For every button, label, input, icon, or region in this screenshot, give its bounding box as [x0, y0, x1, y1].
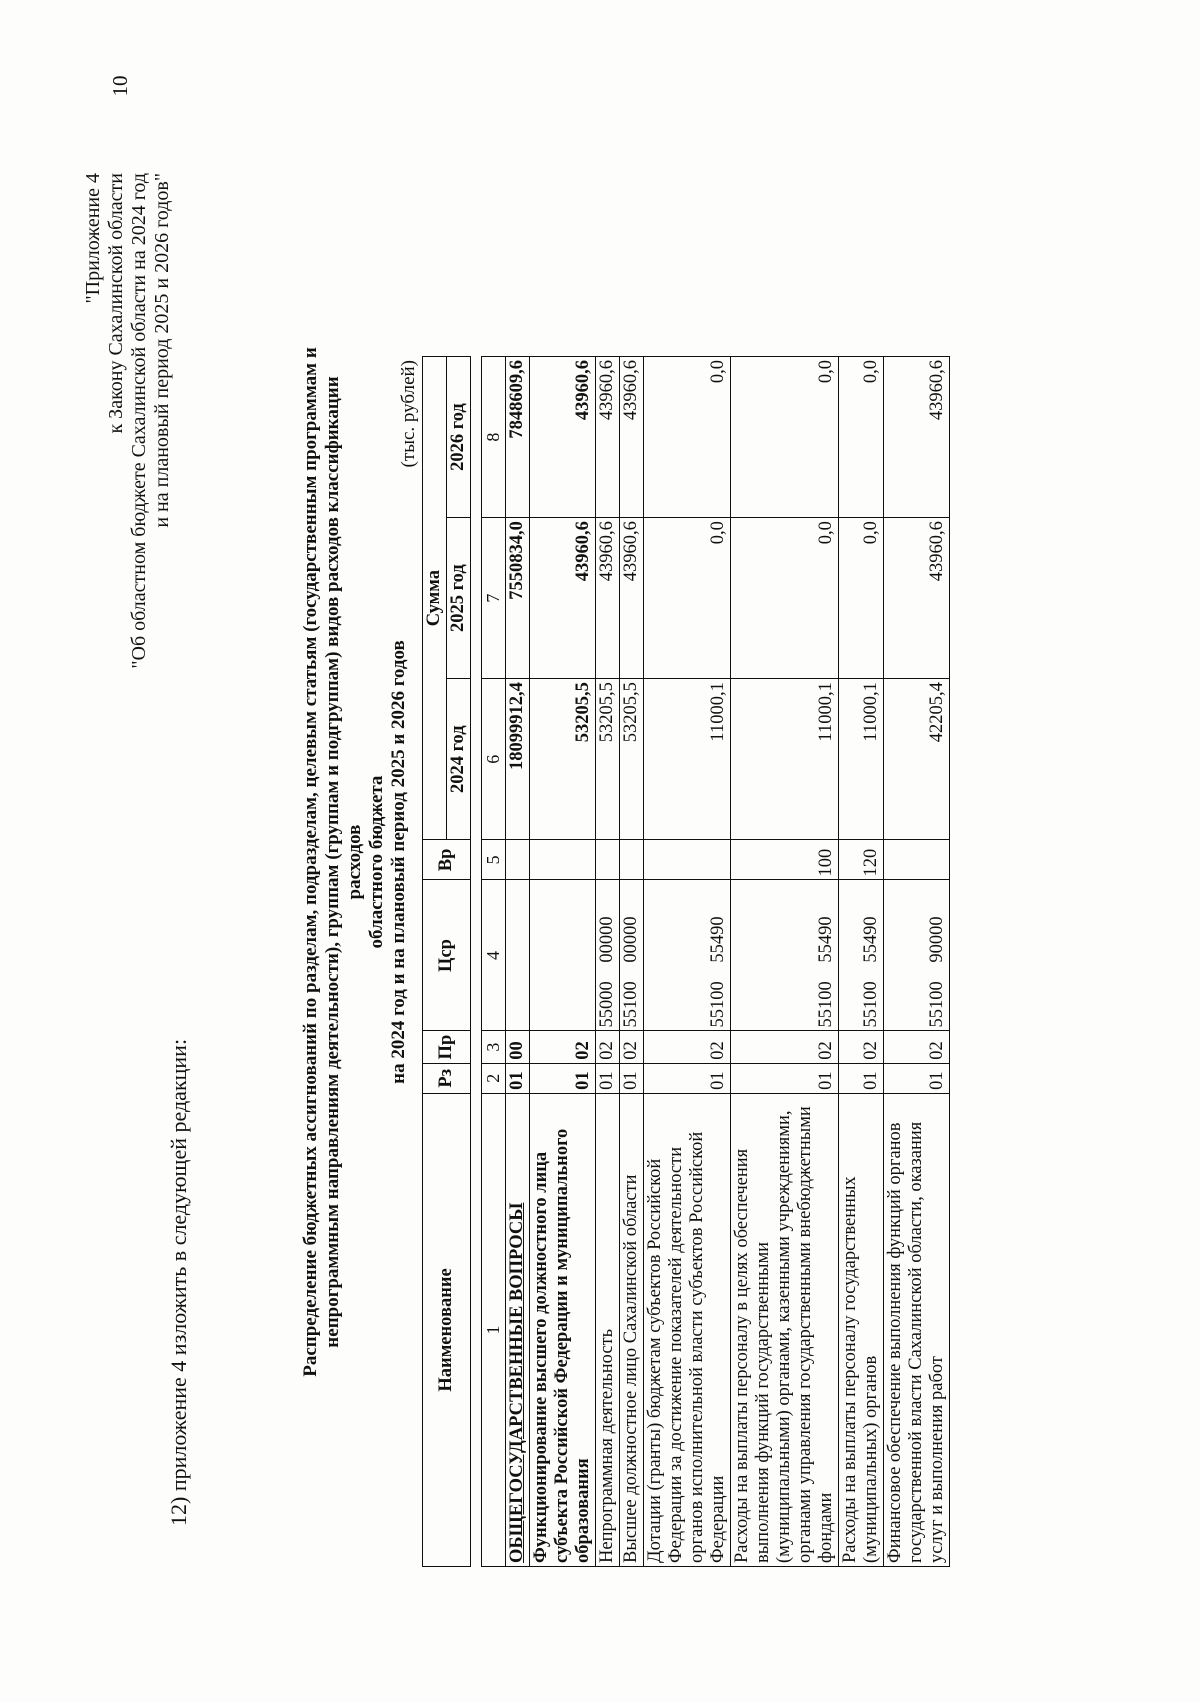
row-vr — [506, 840, 530, 880]
col-number: 4 — [482, 880, 506, 1031]
row-2024: 11000,1 — [839, 679, 884, 840]
row-vr: 100 — [731, 840, 839, 880]
row-2025: 43960,6 — [596, 518, 620, 679]
table-row — [644, 357, 731, 1567]
row-2026: 43960,6 — [530, 357, 596, 518]
row-2024: 53205,5 — [530, 679, 596, 840]
col-number: 5 — [482, 840, 506, 880]
title-line: областного бюджета — [366, 775, 387, 949]
row-2026: 43960,6 — [884, 357, 950, 518]
row-name: Расходы на выплаты персоналу в целях обеспечения выполнения функций государственными (муниципальными) органами, казенными учреждениями, органами управления государственными внебюджетными фондами — [731, 1093, 839, 1566]
header-gap — [471, 357, 482, 1567]
header-name: Наименование — [423, 1093, 471, 1566]
header-2024: 2024 год — [447, 679, 471, 840]
title-line: Распределение бюджетных ассигнований по разделам, подразделам, целевым статьям (государственным программам и — [300, 347, 321, 1377]
row-vr — [596, 840, 620, 880]
col-number: 8 — [482, 357, 506, 518]
row-pr: 02 — [731, 1031, 839, 1063]
row-rz: 01 — [530, 1063, 596, 1093]
row-csr: 55100 55490 — [839, 880, 884, 1031]
appendix-header — [82, 173, 174, 873]
row-vr — [644, 840, 731, 880]
col-number: 1 — [482, 1093, 506, 1566]
page-number: 10 — [108, 75, 132, 97]
row-2026: 7848609,6 — [506, 357, 530, 518]
appendix-line: к Закону Сахалинской области — [105, 173, 127, 434]
row-2024: 11000,1 — [644, 679, 731, 840]
row-csr — [506, 880, 530, 1031]
document-title — [300, 342, 410, 1382]
appendix-line: "Приложение 4 — [82, 173, 104, 304]
column-numbers-row — [482, 357, 506, 1567]
row-name: Финансовое обеспечение выполнения функций органов государственной власти Сахалинской области, оказания услуг и выполнения работ — [884, 1093, 950, 1566]
row-vr: 120 — [839, 840, 884, 880]
row-2025: 0,0 — [839, 518, 884, 679]
table-row — [506, 357, 530, 1567]
row-2026: 43960,6 — [596, 357, 620, 518]
col-number: 3 — [482, 1031, 506, 1063]
row-2025: 43960,6 — [620, 518, 644, 679]
row-rz: 01 — [506, 1063, 530, 1093]
row-2026: 43960,6 — [620, 357, 644, 518]
row-vr — [884, 840, 950, 880]
row-2026: 0,0 — [644, 357, 731, 518]
row-name: Высшее должностное лицо Сахалинской области — [620, 1093, 644, 1566]
col-number: 2 — [482, 1063, 506, 1093]
col-number: 7 — [482, 518, 506, 679]
budget-table — [422, 356, 950, 1567]
table-row — [884, 357, 950, 1567]
row-vr — [530, 840, 596, 880]
table-body — [506, 357, 950, 1567]
row-pr: 02 — [596, 1031, 620, 1063]
row-rz: 01 — [644, 1063, 731, 1093]
header-pr: Пр — [423, 1031, 471, 1063]
units-label: (тыс. рублей) — [398, 360, 419, 468]
row-pr: 02 — [644, 1031, 731, 1063]
row-2025: 43960,6 — [530, 518, 596, 679]
row-csr: 55100 55490 — [644, 880, 731, 1031]
row-2025: 7550834,0 — [506, 518, 530, 679]
appendix-line: и на плановый период 2025 и 2026 годов" — [151, 173, 173, 528]
row-rz: 01 — [839, 1063, 884, 1093]
header-csr: Цср — [423, 880, 471, 1031]
table-row — [530, 357, 596, 1567]
row-name: Расходы на выплаты персоналу государственных (муниципальных) органов — [839, 1093, 884, 1566]
row-2024: 53205,5 — [620, 679, 644, 840]
row-2026: 0,0 — [731, 357, 839, 518]
row-pr: 02 — [620, 1031, 644, 1063]
row-pr: 02 — [839, 1031, 884, 1063]
row-2025: 0,0 — [731, 518, 839, 679]
row-2024: 11000,1 — [731, 679, 839, 840]
row-2025: 43960,6 — [884, 518, 950, 679]
row-pr: 02 — [884, 1031, 950, 1063]
appendix-line: "Об областном бюджете Сахалинской области на 2024 год — [128, 173, 150, 669]
row-csr — [530, 880, 596, 1031]
row-pr: 02 — [530, 1031, 596, 1063]
title-line: непрограммным направлениям деятельности), группам (группам и подгруппам) видов расходов классификации расходов — [322, 376, 365, 1348]
row-2026: 0,0 — [839, 357, 884, 518]
row-rz: 01 — [596, 1063, 620, 1093]
table-row — [596, 357, 620, 1567]
row-name: Дотации (гранты) бюджетам субъектов Российской Федерации за достижение показателей деятельности органов исполнительной власти субъектов Российской Федерации — [644, 1093, 731, 1566]
row-2024: 42205,4 — [884, 679, 950, 840]
row-rz: 01 — [731, 1063, 839, 1093]
col-number: 6 — [482, 679, 506, 840]
title-line: на 2024 год и на плановый период 2025 и 2026 годов — [388, 640, 409, 1084]
row-name: ОБЩЕГОСУДАРСТВЕННЫЕ ВОПРОСЫ — [506, 1093, 530, 1566]
row-csr: 55100 00000 — [620, 880, 644, 1031]
header-2025: 2025 год — [447, 518, 471, 679]
row-csr: 55000 00000 — [596, 880, 620, 1031]
row-name: Функционирование высшего должностного лица субъекта Российской Федерации и муниципального образования — [530, 1093, 596, 1566]
row-csr: 55100 90000 — [884, 880, 950, 1031]
table-row — [731, 357, 839, 1567]
row-rz: 01 — [884, 1063, 950, 1093]
header-rz: Рз — [423, 1063, 471, 1093]
intro-text: 12) приложение 4 изложить в следующей редакции: — [166, 1038, 191, 1526]
row-vr — [620, 840, 644, 880]
table-row — [839, 357, 884, 1567]
header-sum: Сумма — [423, 357, 447, 840]
header-vr: Вр — [423, 840, 471, 880]
row-2025: 0,0 — [644, 518, 731, 679]
row-2024: 18099912,4 — [506, 679, 530, 840]
row-pr: 00 — [506, 1031, 530, 1063]
row-rz: 01 — [620, 1063, 644, 1093]
row-name: Непрограммная деятельность — [596, 1093, 620, 1566]
header-2026: 2026 год — [447, 357, 471, 518]
table-row — [620, 357, 644, 1567]
row-csr: 55100 55490 — [731, 880, 839, 1031]
row-2024: 53205,5 — [596, 679, 620, 840]
